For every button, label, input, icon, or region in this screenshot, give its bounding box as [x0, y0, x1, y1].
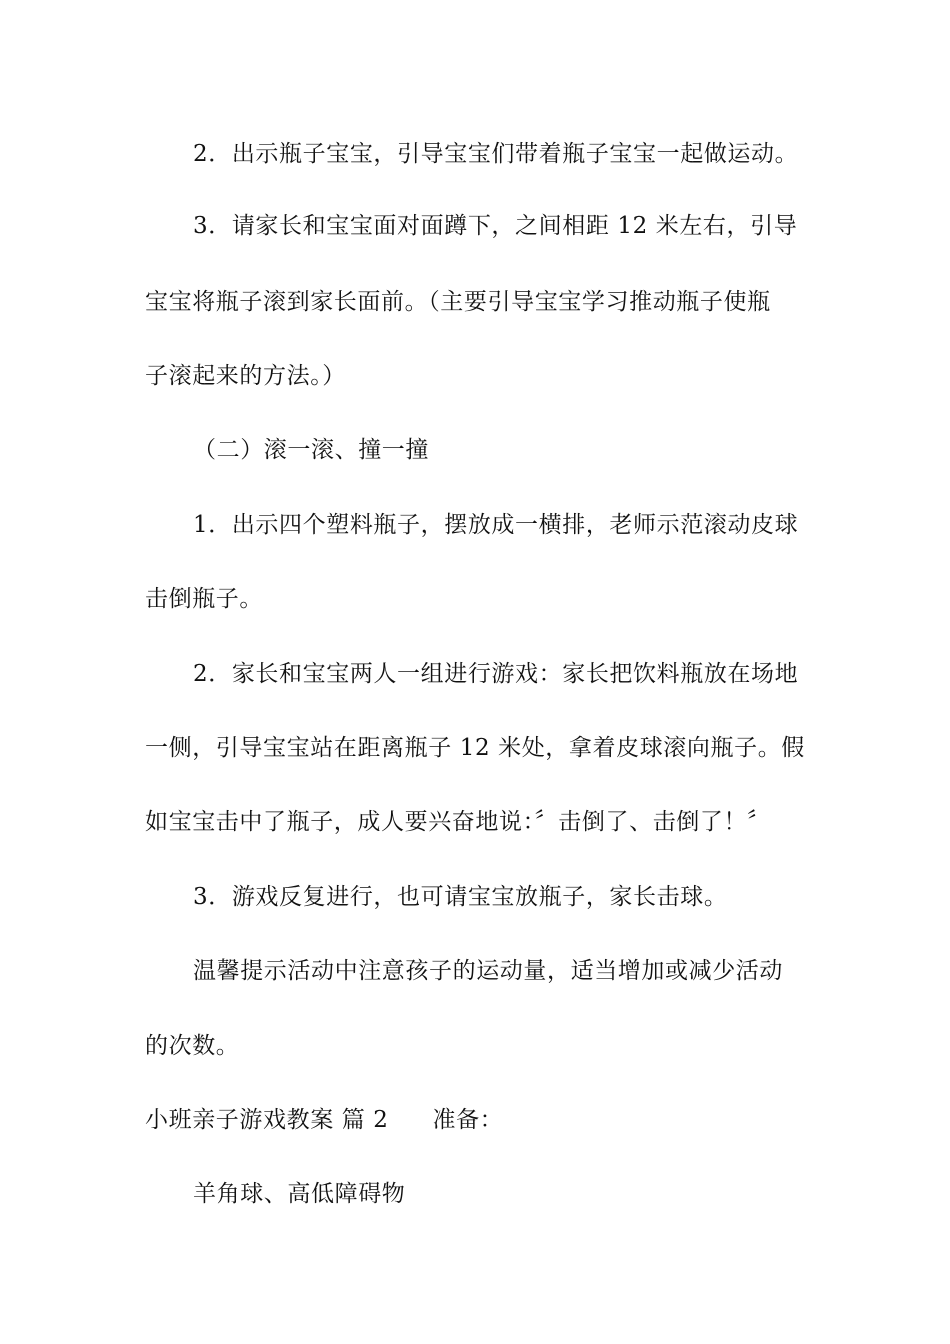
section-heading — [145, 1105, 815, 1135]
section-subtitle: 准备： — [432, 1107, 504, 1133]
subsection-heading: （二）滚一滚、撞一撞 — [193, 437, 429, 463]
paragraph-line: 子滚起来的方法。） — [145, 363, 346, 389]
paragraph-line: 击倒瓶子。 — [145, 586, 263, 612]
section-title: 小班亲子游戏教案 篇 2 — [145, 1107, 389, 1133]
paragraph-line: 宝宝将瓶子滚到家长面前。（主要引导宝宝学习推动瓶子使瓶 — [145, 289, 771, 315]
paragraph-line: 3．请家长和宝宝面对面蹲下，之间相距 12 米左右，引导 — [193, 213, 798, 239]
paragraph-line: 2．家长和宝宝两人一组进行游戏：家长把饮料瓶放在场地 — [193, 661, 799, 687]
paragraph-line: 温馨提示活动中注意孩子的运动量，适当增加或减少活动 — [193, 958, 783, 984]
paragraph-line: 的次数。 — [145, 1033, 240, 1059]
paragraph-line: 一侧，引导宝宝站在距离瓶子 12 米处，拿着皮球滚向瓶子。假 — [145, 735, 805, 761]
paragraph-line: 羊角球、高低障碍物 — [193, 1181, 406, 1207]
paragraph-line: 1．出示四个塑料瓶子，摆放成一横排，老师示范滚动皮球 — [193, 512, 799, 538]
paragraph-line: 3．游戏反复进行，也可请宝宝放瓶子，家长击球。 — [193, 884, 728, 910]
paragraph-line: 2．出示瓶子宝宝，引导宝宝们带着瓶子宝宝一起做运动。 — [193, 141, 799, 167]
paragraph-line: 如宝宝击中了瓶子，成人要兴奋地说：〞击倒了、击倒了！〞 — [145, 809, 771, 835]
